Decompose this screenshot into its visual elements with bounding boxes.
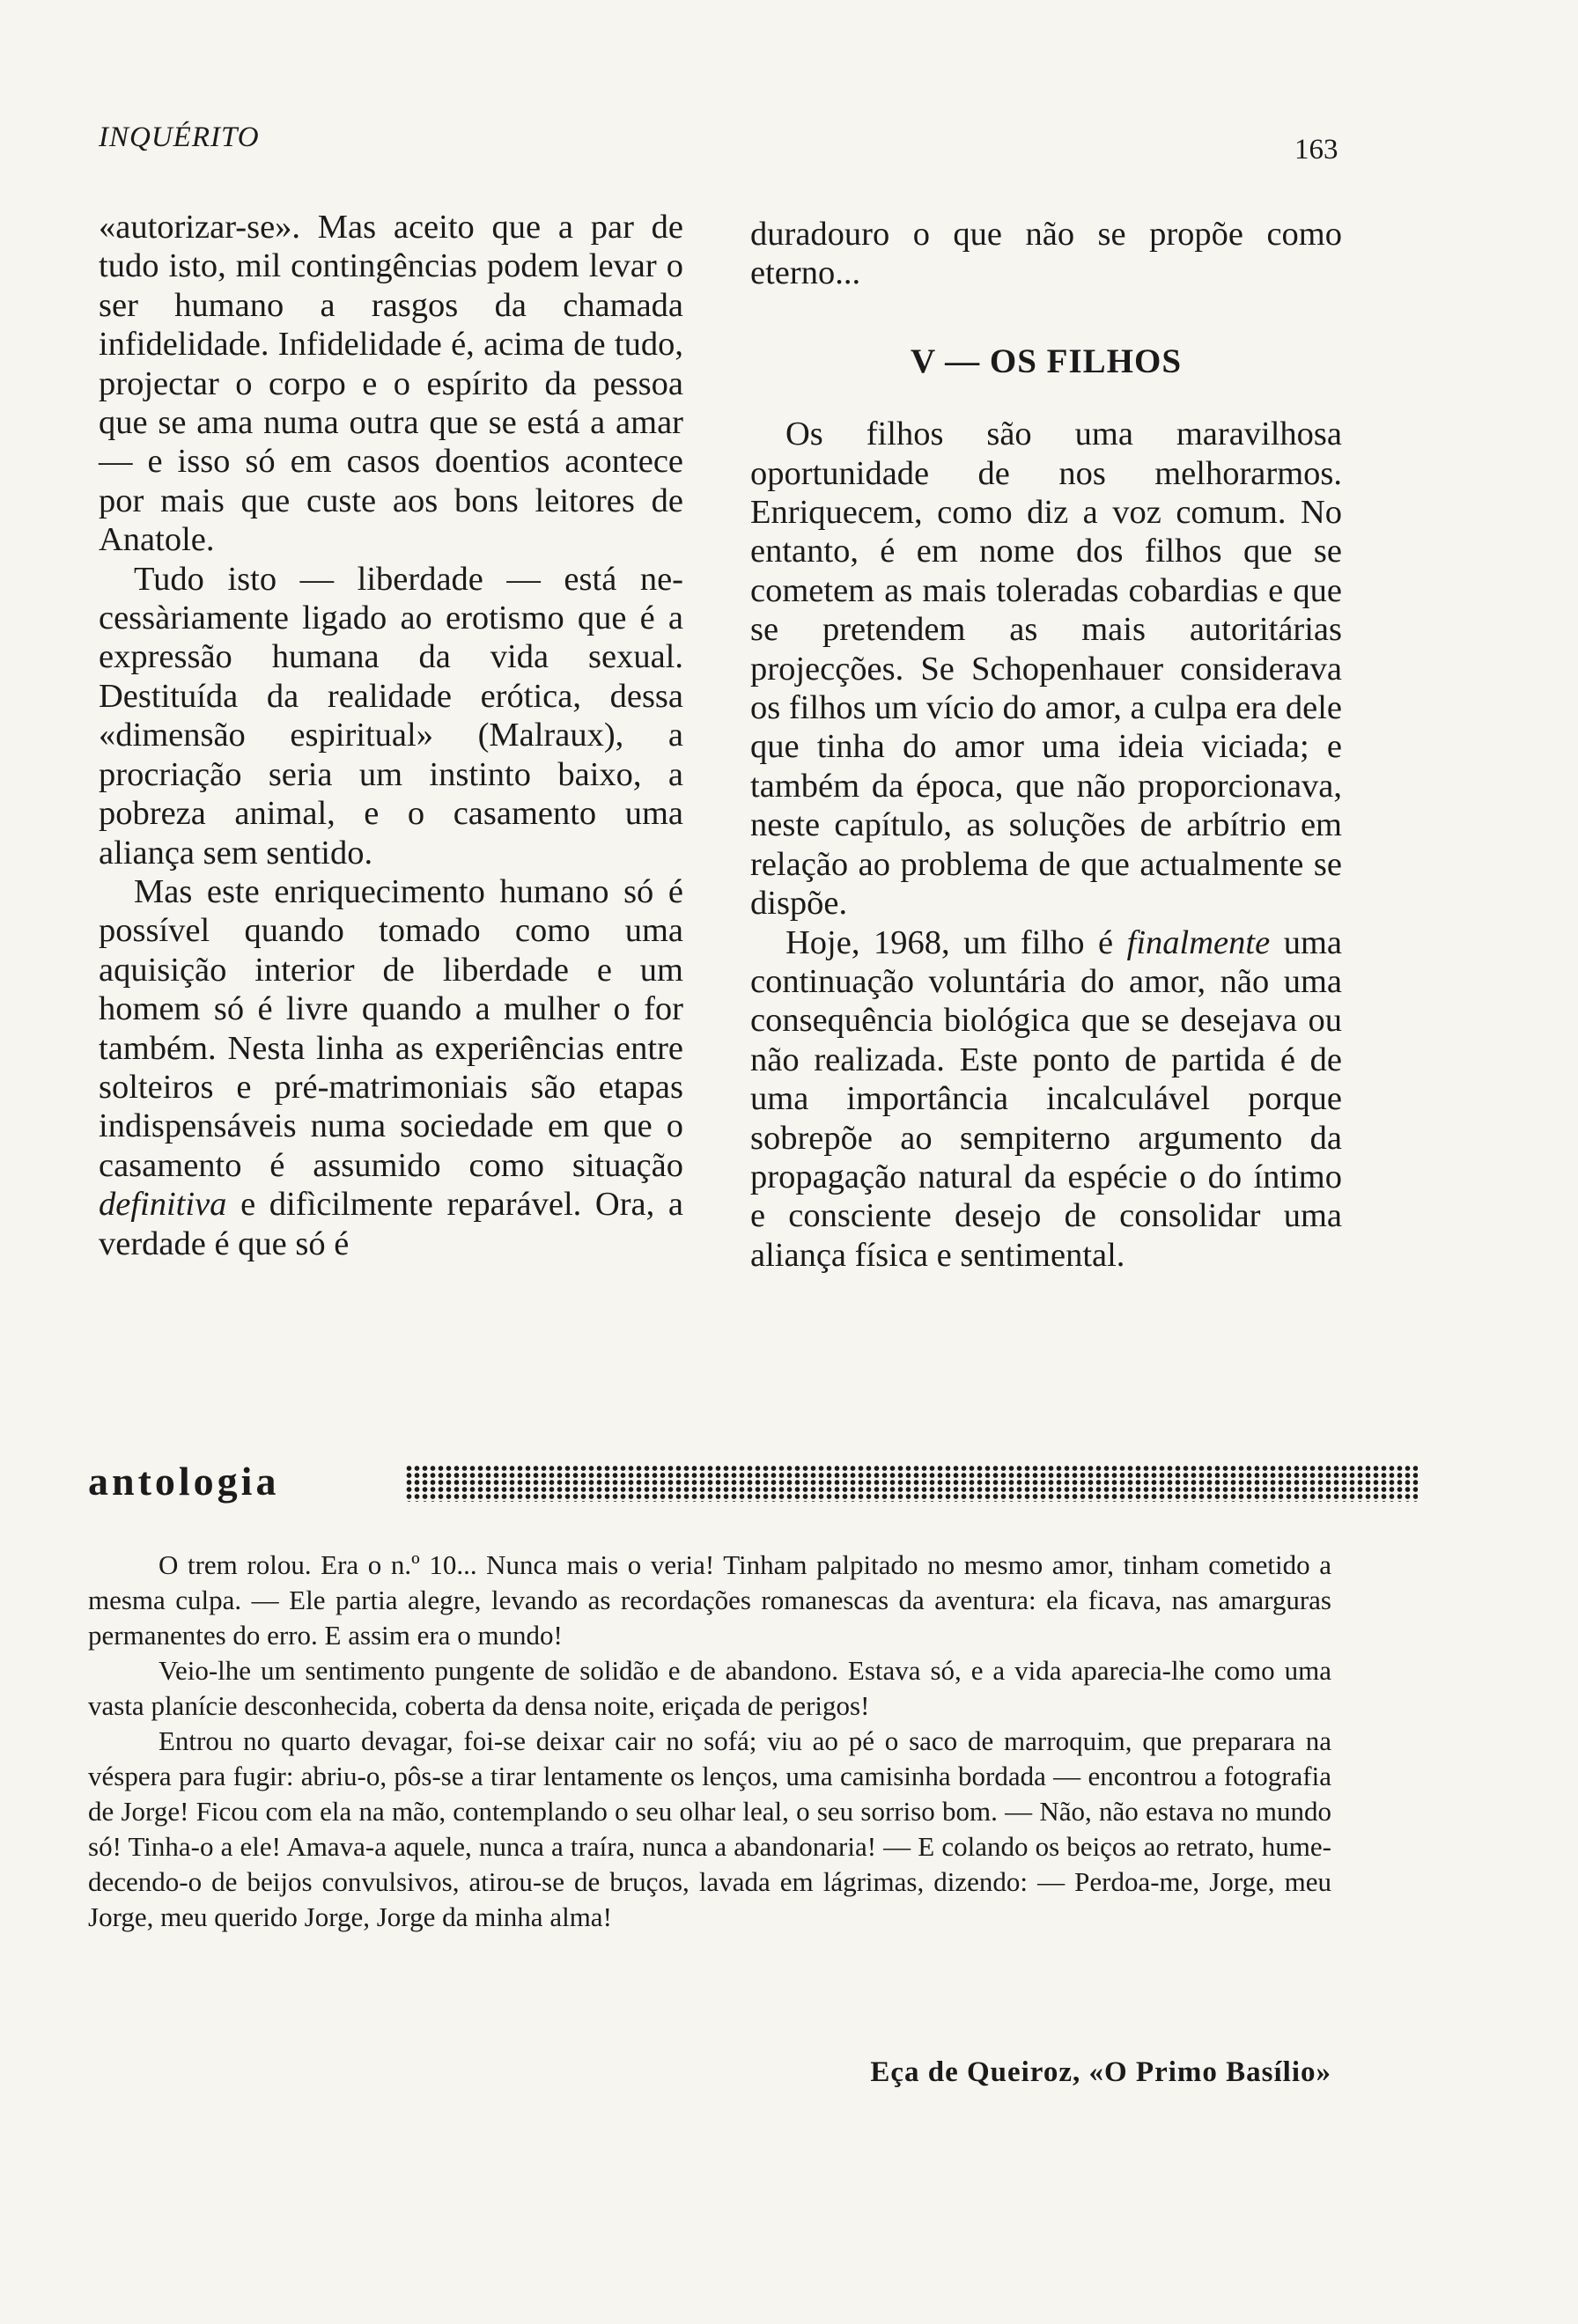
attribution: Eça de Queiroz, «O Primo Basílio» <box>870 2056 1331 2088</box>
left-paragraph-3-italic: definitiva <box>99 1186 227 1224</box>
left-paragraph-3-text-a: Mas este enriquecimento humano só é possível quando tomado como uma aquisição interior de liberdade e um homem só é livre quando a mulher o for também. Nesta linha as experiências entre solteiros e pré-matrimoniais são etapas indispensáveis numa sociedade em que o casamento é assumido como situação <box>99 872 683 1184</box>
right-paragraph-3-text-a: Hoje, 1968, um filho é <box>785 923 1127 961</box>
anthology-excerpt <box>88 1548 1331 1935</box>
left-paragraph-3 <box>99 872 683 1263</box>
anthology-paragraph-1: O trem rolou. Era o n.º 10... Nunca mais o veria! Tinham palpitado no mesmo amor, tinham cometido a mesma culpa. — Ele partia alegre, levando as recordações romanescas da aventura: ela ficava, nas amarguras permanentes do erro. E assim era o mundo! <box>88 1549 1331 1651</box>
right-paragraph-3-text-b: uma continuação voluntária do amor, não uma consequência biológica que se desejava ou não realizada. Este ponto de partida é de uma importância incalculável porque sobrepõe ao sempiterno argumento da propagação natural da espécie o do íntimo e consciente desejo de consolidar uma aliança física e sentimental. <box>750 923 1342 1274</box>
page-number: 163 <box>1294 134 1338 165</box>
right-paragraph-3 <box>750 923 1342 1276</box>
anthology-label: antologia <box>88 1459 280 1504</box>
right-paragraph-2: Os filhos são uma maravilhosa oportunidade de nos melhorarmos. Enriquecem, como diz a voz comum. No entanto, é em nome dos filhos que se cometem as mais toleradas cobardias e que se pretendem as mais autoritárias projecções. Se Schopenhauer considerava os filhos um vício do amor, a culpa era dele que tinha do amor uma ideia viciada; e também da época, que não proporcionava, neste capítulo, as soluções de arbítrio em relação ao problema de que actualmente se dispõe. <box>750 416 1343 923</box>
left-paragraph-3-text-b: e difìcilmente reparável. Ora, a verdade é que só é <box>99 1186 683 1262</box>
right-paragraph-3-italic: finalmente <box>1126 923 1271 961</box>
right-paragraph-1: duradouro o que não se propõe como eterno... <box>750 216 1342 292</box>
anthology-header <box>88 1458 1335 1511</box>
left-paragraph-1: «autorizar-se». Mas aceito que a par de tudo isto, mil contingências podem levar o ser humano a rasgos da chamada infidelidade. Infidelidade é, acima de tudo, projectar o corpo e o espírito da pessoa que se ama numa outra que se está a amar — e isso só em casos doentios acontece por mais que custe aos bons leitores de Anatole. <box>99 209 683 559</box>
anthology-paragraph-2: Veio-lhe um sentimento pungente de solidão e de abandono. Estava só, e a vida aparecia-lhe como uma vasta planície desconhecida, coberta da densa noite, eriçada de perigos! <box>88 1655 1331 1721</box>
running-head: INQUÉRITO <box>99 121 260 153</box>
section-title: V — OS FILHOS <box>910 342 1183 380</box>
left-paragraph-2: Tudo isto — liberdade — está necessàriamente ligado ao erotismo que é a expressão humana da vida sexual. Destituída da realidade erótica, dessa «dimensão espiritual» (Malraux), a procriação seria um instinto baixo, a pobreza animal, e o casamento uma aliança sem sentido. <box>99 560 683 872</box>
anthology-paragraph-3: Entrou no quarto devagar, foi-se deixar cair no sofá; viu ao pé o saco de marroquim, que preparara na véspera para fugir: abriu-o, pôs-se a tirar lentamente os lenços, uma camisinha bordada — encontrou a fotografia de Jorge! Ficou com ela na mão, contemplando o seu olhar leal, o seu sorriso bom. — Não, não estava no mundo só! Tinha-o a ele! Amava-a aquele, nunca a traíra, nunca a abandonaria! — E colando os beiços ao retrato, humedecendo-o de beijos convulsivos, atirou-se de bruços, lavada em lágrimas, dizendo: — Perdoa-me, Jorge, meu Jorge, meu querido Jorge, Jorge da minha alma! <box>88 1725 1331 1932</box>
dotted-rule <box>405 1465 1418 1502</box>
right-column <box>750 215 1342 1275</box>
left-column <box>99 208 683 1263</box>
